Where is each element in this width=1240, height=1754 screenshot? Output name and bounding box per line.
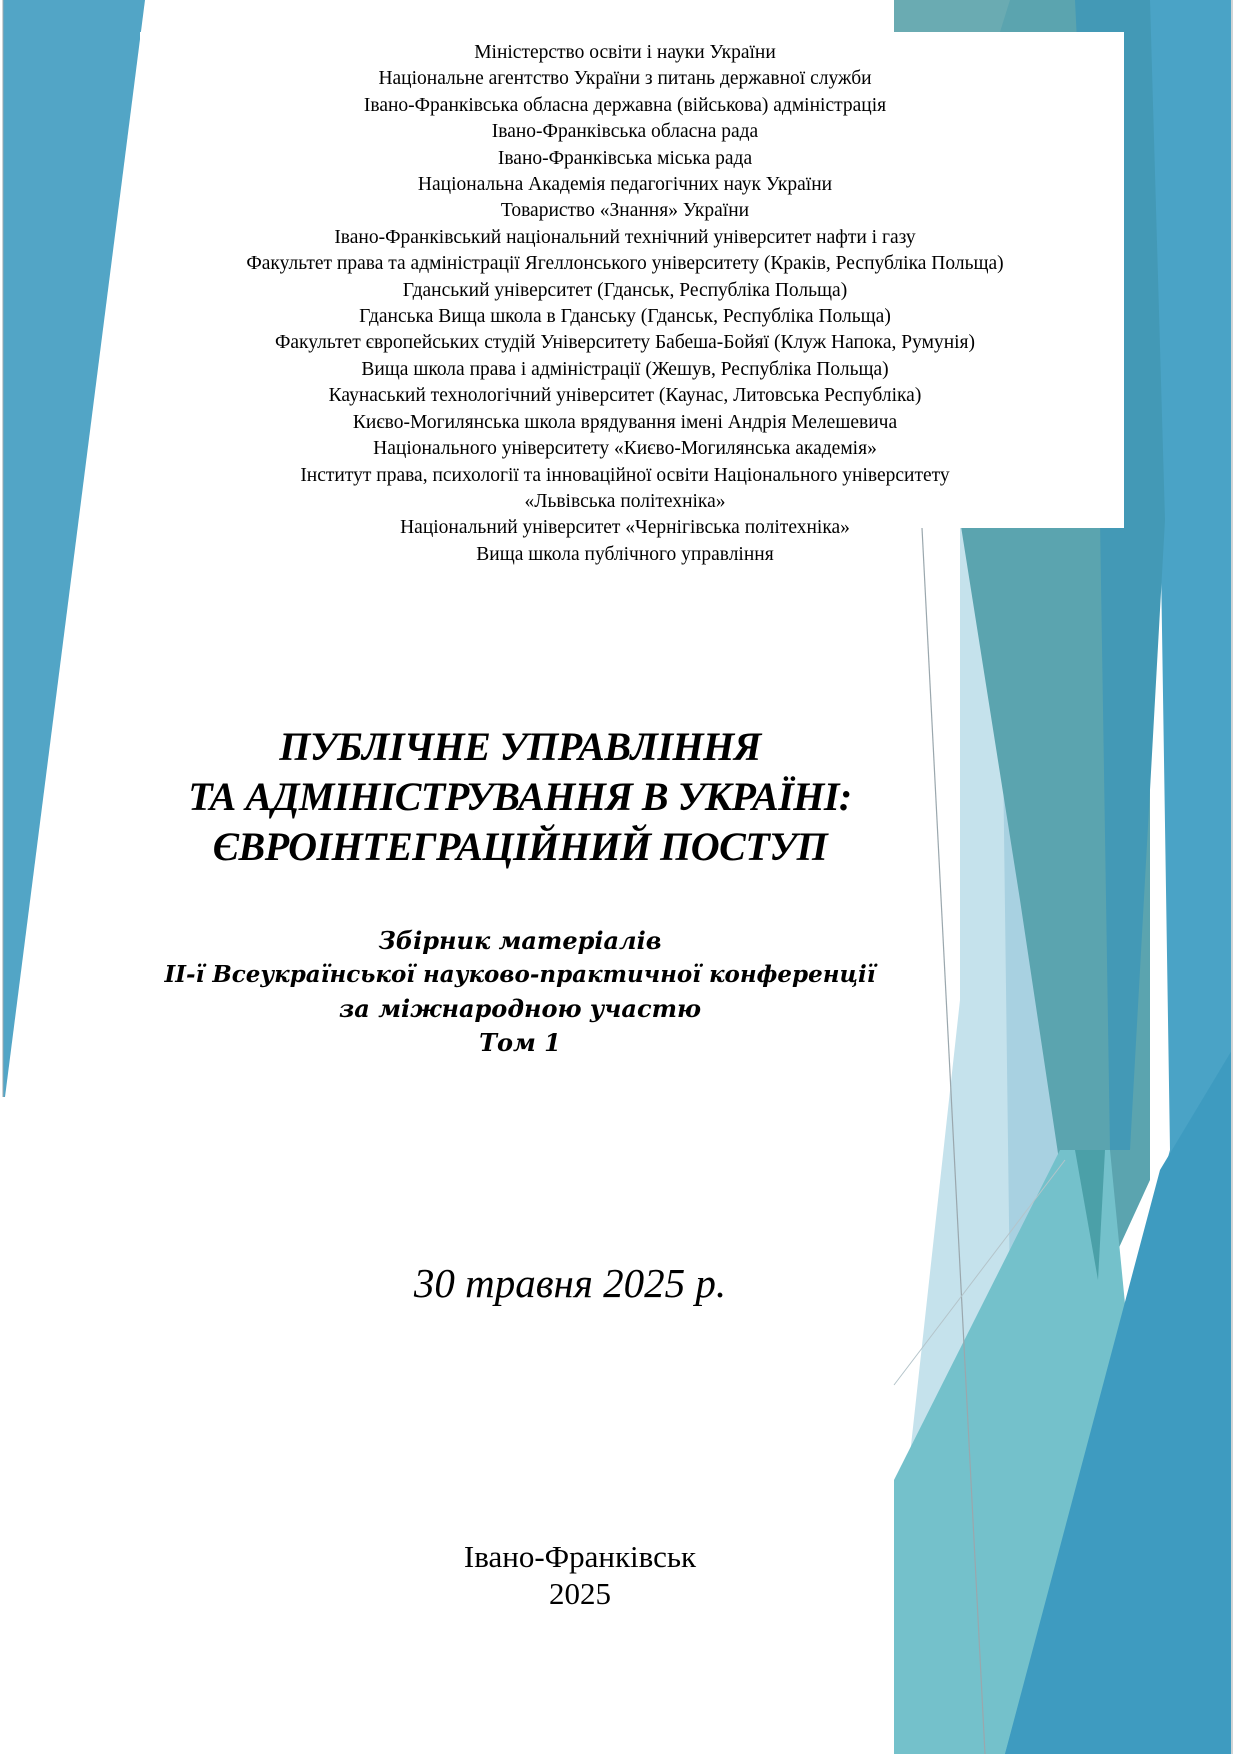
organizer-line: Національного університету «Києво-Могилянська академія» (373, 438, 877, 460)
organizer-line: Івано-Франківський національний технічний університет нафти і газу (334, 226, 916, 248)
organizer-line: Національний університет «Чернігівська політехніка» (400, 517, 850, 539)
organizer-line: Каунаський технологічний університет (Каунас, Литовська Республіка) (328, 385, 922, 407)
organizer-line: Національна Академія педагогічних наук України (417, 174, 833, 196)
organizer-line: Івано-Франківська обласна рада (491, 121, 759, 143)
organizer-line: Гданська Вища школа в Гданську (Гданськ, Республіка Польща) (359, 306, 891, 328)
title-line-1: ПУБЛІЧНЕ УПРАВЛІННЯ (279, 724, 761, 769)
title-line-2: ТА АДМІНІСТРУВАННЯ В УКРАЇНІ: (188, 774, 852, 819)
subtitle-line-2: ІІ-ї Всеукраїнської науково-практичної конференції (164, 961, 876, 988)
organizer-line: Вища школа права і адміністрації (Жешув, Республіка Польща) (361, 358, 889, 380)
document-title (120, 722, 920, 872)
imprint-year: 2025 (549, 1576, 611, 1611)
organizer-line: Інститут права, психології та інноваційної освіти Національного університету (300, 464, 950, 486)
organizer-line: Міністерство освіти і науки України (474, 42, 776, 63)
imprint (380, 1538, 780, 1612)
subtitle-line-1: Збірник матеріалів (378, 926, 662, 955)
organizers-list (130, 40, 1120, 568)
organizer-line: Вища школа публічного управління (476, 543, 774, 565)
conference-date: 30 травня 2025 р. (413, 1260, 727, 1306)
organizer-line: Івано-Франківська обласна державна (військова) адміністрація (363, 94, 887, 116)
organizer-line: Товариство «Знання» України (500, 200, 750, 222)
title-line-3: ЄВРОІНТЕГРАЦІЙНИЙ ПОСТУП (212, 824, 828, 869)
organizer-line: Факультет права та адміністрації Ягеллонського університету (Краків, Республіка Польща) (246, 253, 1004, 275)
document-subtitle (120, 924, 920, 1060)
organizer-line: Національне агентство України з питань державної служби (378, 68, 872, 90)
volume-label: Том 1 (479, 1028, 561, 1057)
imprint-city: Івано-Франківськ (463, 1539, 697, 1574)
organizer-line: Івано-Франківська міська рада (497, 147, 753, 169)
organizer-line: Гданський університет (Гданськ, Республіка Польща) (402, 279, 848, 301)
subtitle-line-3: за міжнародною участю (338, 994, 701, 1023)
organizer-line: «Львівська політехніка» (524, 490, 726, 512)
organizer-line: Києво-Могилянська школа врядування імені Андрія Мелешевича (352, 411, 898, 433)
organizer-line: Факультет європейських студій Університету Бабеша-Бойяї (Клуж Напока, Румунія) (274, 332, 976, 354)
